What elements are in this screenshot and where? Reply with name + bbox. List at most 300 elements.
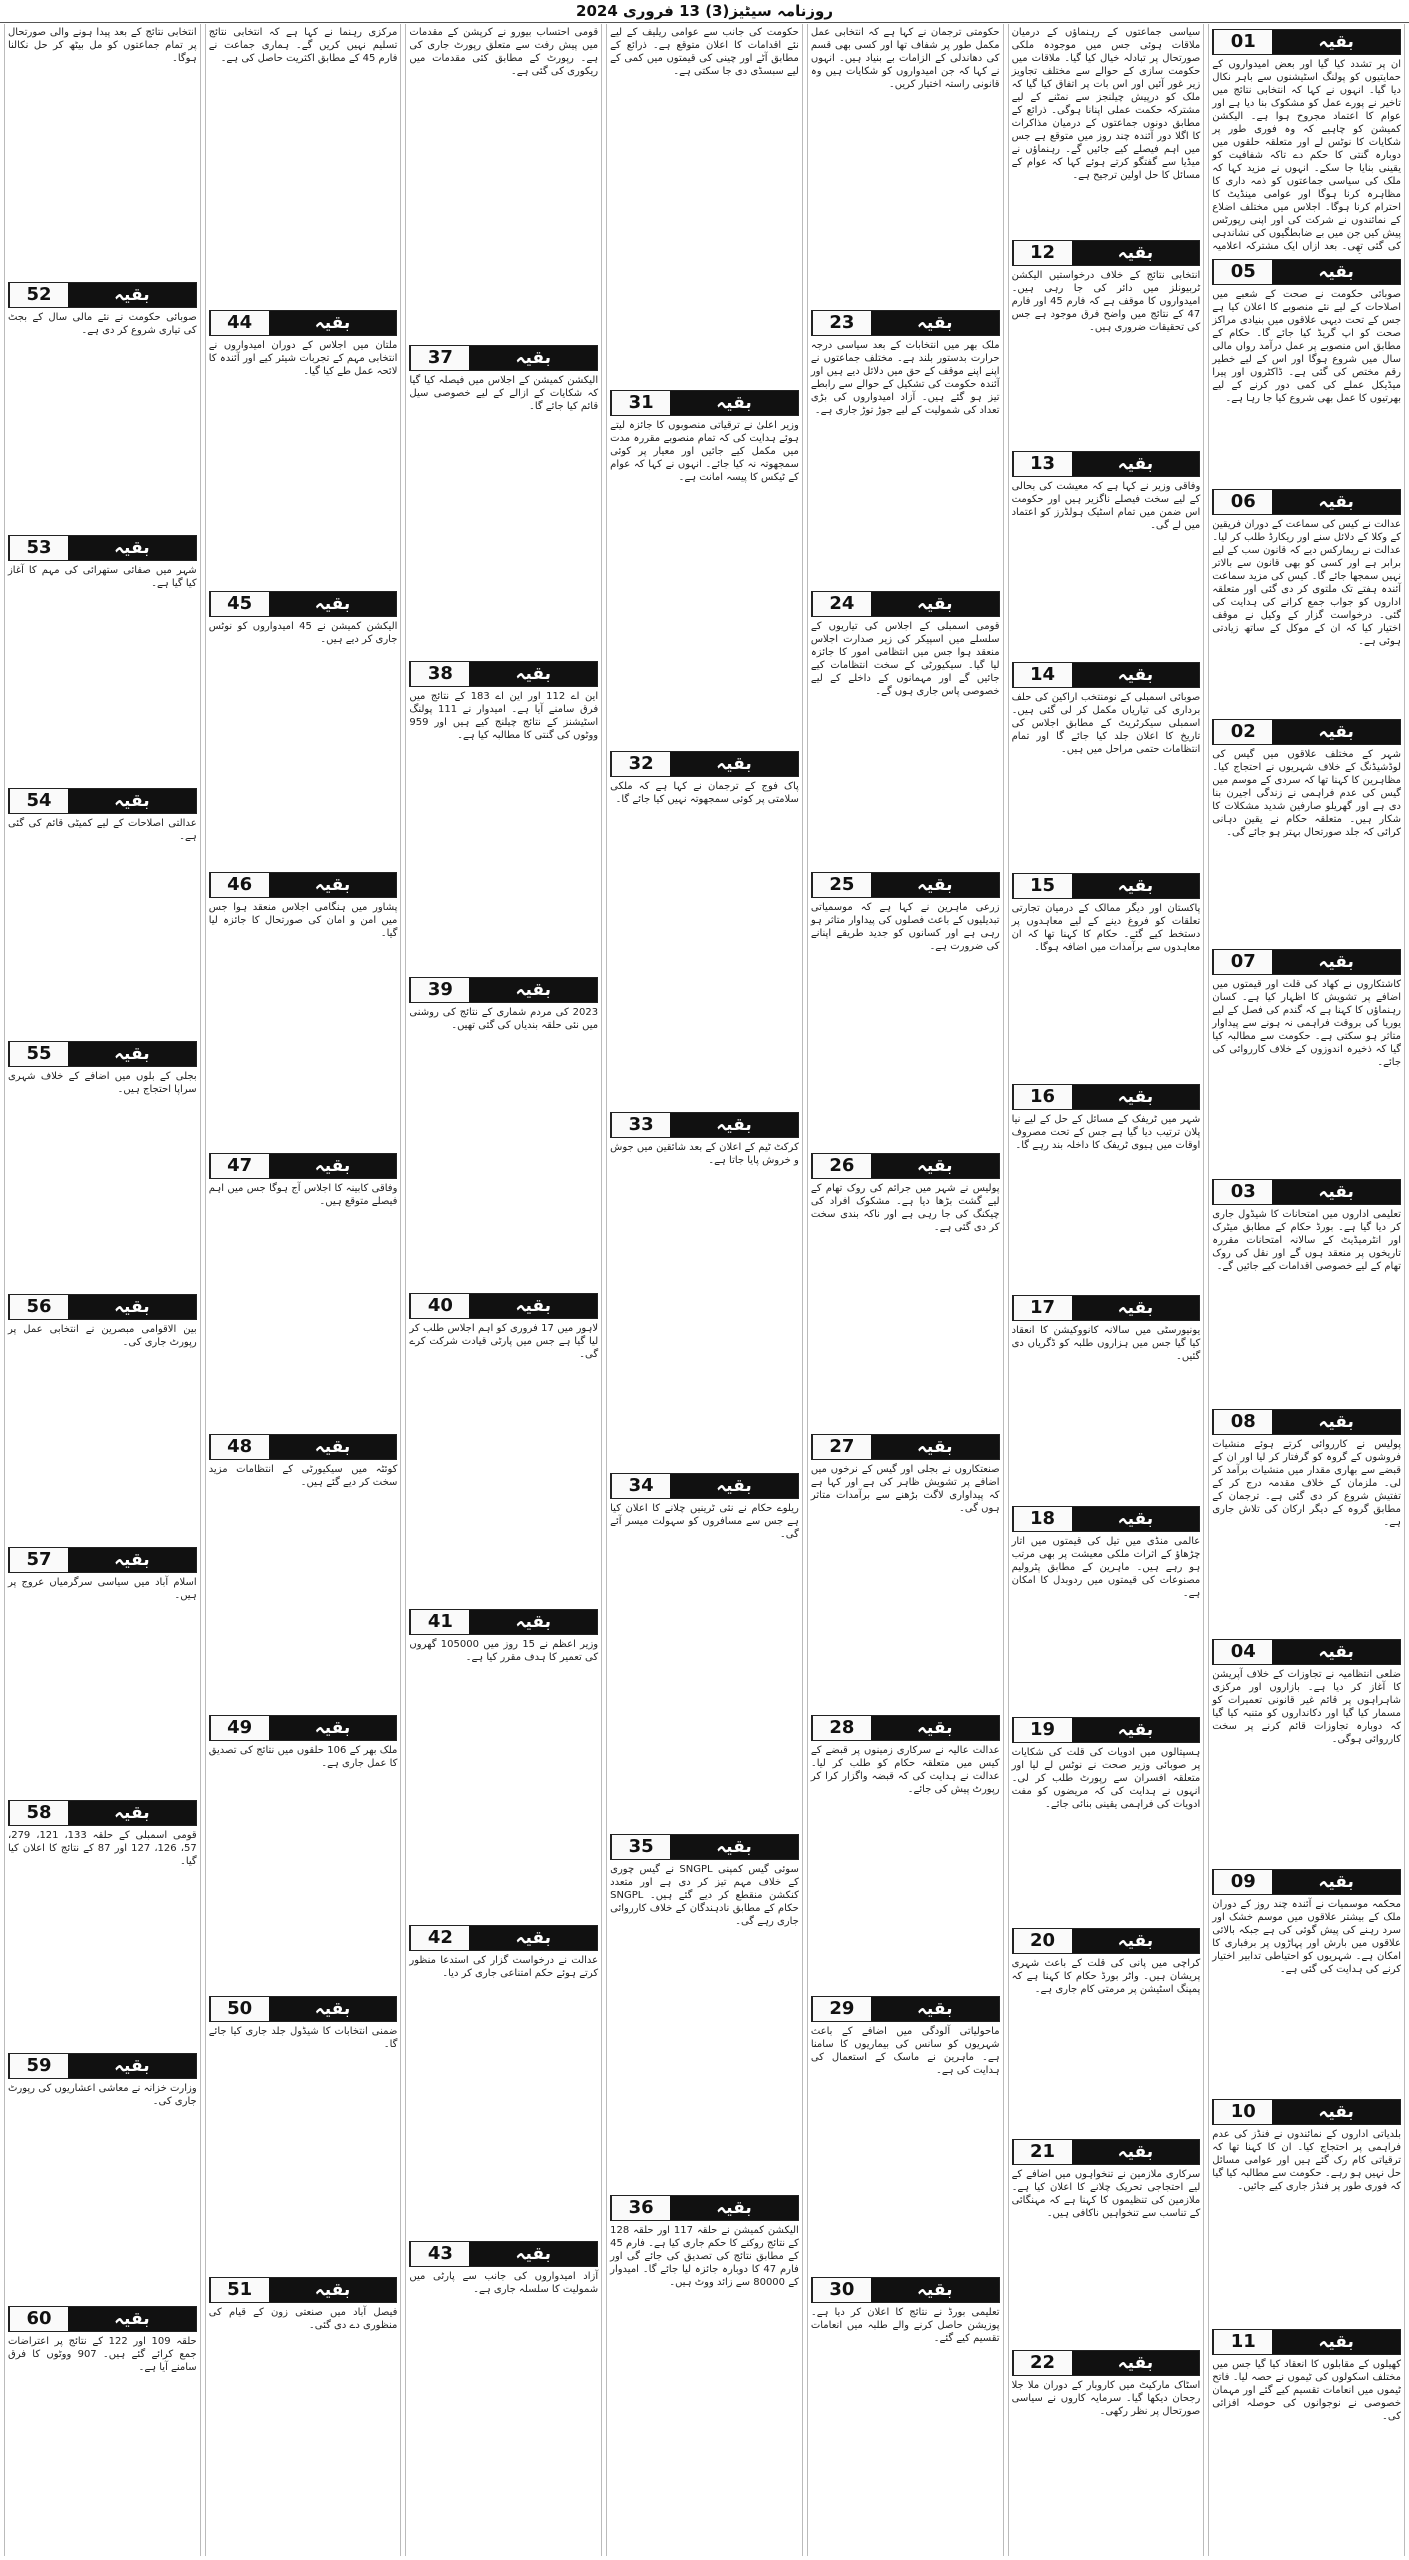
- article-text: عالمی منڈی میں تیل کی قیمتوں میں اتار چڑھاؤ کے اثرات ملکی معیشت پر بھی مرتب ہو رہے ہیں۔ ماہرین کے مطابق پٹرولیم مصنوعات کی قیمتوں میں ردوبدل کا امکان ہے۔: [1011, 1536, 1201, 1599]
- article-block: [1209, 2324, 1404, 2554]
- continuation-header: [1012, 1295, 1201, 1321]
- continuation-header: [1012, 1717, 1201, 1743]
- article-text: ریلوے حکام نے نئی ٹرینیں چلانے کا اعلان کیا ہے جس سے مسافروں کو سہولت میسر آئے گی۔: [610, 1503, 799, 1540]
- article-block: [5, 1795, 200, 2048]
- article-block: [5, 1036, 200, 1289]
- continuation-number: 45: [210, 592, 269, 616]
- article-text: ماحولیاتی آلودگی میں اضافے کے باعث شہریوں کو سانس کی بیماریوں کا سامنا ہے۔ ماہرین نے ماسک کے استعمال کی ہدایت کی ہے۔: [810, 2026, 1000, 2076]
- continuation-header: [1212, 1639, 1401, 1665]
- article-text: عدالت عالیہ نے سرکاری زمینوں پر قبضے کے کیس میں متعلقہ حکام کو طلب کر لیا۔ عدالت نے ہدایت کی کہ قبضہ واگزار کرا کر رپورٹ پیش کی جائے۔: [810, 1745, 1000, 1795]
- article-block: [406, 2236, 601, 2552]
- continuation-label: بقیہ: [469, 346, 597, 370]
- article-block: [406, 1604, 601, 1920]
- continuation-number: 48: [210, 1435, 269, 1459]
- article-block: [406, 1288, 601, 1604]
- article-text: شہر میں ٹریفک کے مسائل کے حل کے لیے نیا پلان ترتیب دیا گیا ہے جس کے تحت مصروف اوقات میں ہیوی ٹریفک کا داخلہ بند رہے گا۔: [1011, 1114, 1201, 1151]
- article-text: قومی احتساب بیورو نے کرپشن کے مقدمات میں پیش رفت سے متعلق رپورٹ جاری کی ہے۔ رپورٹ کے مطابق کئی مقدمات میں ریکوری کی گئی ہے۔: [409, 27, 599, 77]
- continuation-number: 25: [812, 873, 871, 897]
- continuation-number: 11: [1213, 2330, 1272, 2354]
- article-text: 2023 کی مردم شماری کے نتائج کی روشنی میں نئی حلقہ بندیاں کی گئی تھیں۔: [409, 1007, 599, 1031]
- continuation-header: [209, 872, 398, 898]
- continuation-number: 16: [1013, 1085, 1072, 1109]
- article-block: [1009, 235, 1204, 446]
- column-3: [807, 24, 1004, 2556]
- article-text: وزارت خزانہ نے معاشی اعشاریوں کی رپورٹ جاری کی۔: [7, 2083, 197, 2107]
- continuation-number: 43: [410, 2242, 469, 2266]
- article-block: [808, 586, 1003, 867]
- article-text: وزیر اعظم نے 15 روز میں 105000 گھروں کی تعمیر کا ہدف مقرر کیا ہے۔: [409, 1639, 599, 1663]
- continuation-label: بقیہ: [469, 662, 597, 686]
- continuation-number: 23: [812, 311, 871, 335]
- continuation-label: بقیہ: [1072, 1296, 1200, 1320]
- continuation-header: [409, 345, 598, 371]
- article-block: [808, 867, 1003, 1148]
- continuation-number: 10: [1213, 2100, 1272, 2124]
- continuation-header: [409, 1293, 598, 1319]
- continuation-label: بقیہ: [871, 1716, 999, 1740]
- article-block: [206, 24, 401, 305]
- continuation-label: بقیہ: [469, 2242, 597, 2266]
- continuation-header: [8, 1294, 197, 1320]
- article-text: کھیلوں کے مقابلوں کا انعقاد کیا گیا جس میں مختلف اسکولوں کی ٹیموں نے حصہ لیا۔ فاتح ٹیموں میں انعامات تقسیم کیے گئے اور مہمان خصوصی نے نوجوانوں کی حوصلہ افزائی کی۔: [1212, 2359, 1401, 2422]
- continuation-number: 01: [1213, 30, 1272, 54]
- article-text: اسٹاک مارکیٹ میں کاروبار کے دوران ملا جلا رجحان دیکھا گیا۔ سرمایہ کاروں نے سیاسی صورتحال پر نظر رکھی۔: [1011, 2380, 1201, 2417]
- article-text: شہر میں صفائی ستھرائی کی مہم کا آغاز کیا گیا ہے۔: [7, 565, 197, 589]
- article-text: قومی اسمبلی کے اجلاس کی تیاریوں کے سلسلے میں اسپیکر کی زیر صدارت اجلاس منعقد ہوا جس میں انتظامی امور کا جائزہ لیا گیا۔ سیکیورٹی کے سخت انتظامات کیے جائیں گے اور مہمانوں کے داخلے کے لیے خصوصی پاس جاری ہوں گے۔: [810, 621, 1000, 697]
- continuation-label: بقیہ: [68, 283, 196, 307]
- article-text: بجلی کے بلوں میں اضافے کے خلاف شہری سراپا احتجاج ہیں۔: [7, 1071, 197, 1095]
- article-block: [1009, 446, 1204, 657]
- article-block: [1209, 2094, 1404, 2324]
- article-block: [206, 586, 401, 867]
- continuation-label: بقیہ: [68, 789, 196, 813]
- continuation-label: بقیہ: [68, 1042, 196, 1066]
- article-block: [206, 867, 401, 1148]
- article-text: قومی اسمبلی کے حلقہ 133، 121، 279، 57، 126، 127 اور 87 کے نتائج کا اعلان کیا گیا۔: [7, 1830, 197, 1867]
- continuation-label: بقیہ: [1072, 2140, 1200, 2164]
- article-block: [5, 783, 200, 1036]
- continuation-number: 50: [210, 1997, 269, 2021]
- continuation-header: [610, 2195, 799, 2221]
- continuation-header: [409, 661, 598, 687]
- continuation-number: 33: [611, 1113, 670, 1137]
- article-text: کاشتکاروں نے کھاد کی قلت اور قیمتوں میں اضافے پر تشویش کا اظہار کیا ہے۔ کسان رہنماؤں کا کہنا ہے کہ گندم کی فصل کے لیے یوریا کی بروقت فراہمی نہ ہونے سے پیداوار متاثر ہو سکتی ہے۔ حکومت سے مطالبہ کیا گیا کہ ذخیرہ اندوزوں کے خلاف کارروائی کی جائے۔: [1212, 979, 1401, 1068]
- article-block: [5, 1289, 200, 1542]
- continuation-header: [409, 2241, 598, 2267]
- article-block: [1209, 24, 1404, 254]
- continuation-number: 54: [9, 789, 68, 813]
- article-text: ان پر تشدد کیا گیا اور بعض امیدواروں کے حمایتیوں کو پولنگ اسٹیشنوں سے باہر نکال دیا گیا۔ انہوں نے کہا کہ انتخابی نتائج میں تاخیر نے پورے عمل کو مشکوک بنا دیا ہے اور عوام کا اعتماد مجروح ہوا ہے۔ الیکشن کمیشن کو چاہیے کہ وہ فوری طور پر شکایات کا نوٹس لے اور متعلقہ حلقوں میں دوبارہ گنتی کا حکم دے تاکہ شفافیت کو یقینی بنایا جا سکے۔ انہوں نے مزید کہا کہ ملک کی سیاسی جماعتوں کو ذمہ داری کا مظاہرہ کرنا ہوگا اور عوامی مینڈیٹ کا احترام کرنا ہوگا۔ اجلاس میں مختلف اضلاع کے نمائندوں نے شرکت کی اور اپنی رپورٹس پیش کیں جن میں بے ضابطگیوں کی نشاندہی کی گئی تھی۔ بعد ازاں ایک مشترکہ اعلامیہ: [1212, 59, 1401, 252]
- article-block: [607, 1107, 802, 1468]
- article-text: ہسپتالوں میں ادویات کی قلت کی شکایات پر صوبائی وزیر صحت نے نوٹس لے لیا اور متعلقہ افسران سے رپورٹ طلب کر لی۔ انہوں نے ہدایت کی کہ مریضوں کو مفت ادویات کی فراہمی یقینی بنائی جائے۔: [1011, 1747, 1201, 1810]
- article-block: [5, 2048, 200, 2301]
- continuation-header: [1212, 2329, 1401, 2355]
- column-4: [606, 24, 803, 2556]
- article-text: ضمنی انتخابات کا شیڈول جلد جاری کیا جائے گا۔: [208, 2026, 398, 2050]
- continuation-label: بقیہ: [1272, 1180, 1400, 1204]
- continuation-header: [1212, 29, 1401, 55]
- continuation-number: 60: [9, 2307, 68, 2331]
- continuation-label: بقیہ: [269, 592, 397, 616]
- continuation-label: بقیہ: [469, 1294, 597, 1318]
- article-block: [1209, 1174, 1404, 1404]
- article-block: [1209, 1864, 1404, 2094]
- continuation-label: بقیہ: [670, 1835, 798, 1859]
- continuation-header: [8, 788, 197, 814]
- article-text: الیکشن کمیشن کے اجلاس میں فیصلہ کیا گیا کہ شکایات کے ازالے کے لیے خصوصی سیل قائم کیا جائے گا۔: [409, 375, 599, 412]
- continuation-number: 51: [210, 2278, 269, 2302]
- column-7: [4, 24, 201, 2556]
- continuation-header: [1212, 1409, 1401, 1435]
- continuation-label: بقیہ: [1072, 1507, 1200, 1531]
- continuation-number: 46: [210, 873, 269, 897]
- article-text: حلقہ 109 اور 122 کے نتائج پر اعتراضات جمع کرائے گئے ہیں۔ 907 ووٹوں کا فرق سامنے آیا ہے۔: [7, 2336, 197, 2373]
- continuation-header: [1212, 949, 1401, 975]
- article-block: [206, 1710, 401, 1991]
- continuation-label: بقیہ: [1072, 2351, 1200, 2375]
- continuation-label: بقیہ: [269, 1154, 397, 1178]
- article-block: [607, 746, 802, 1107]
- article-block: [406, 340, 601, 656]
- continuation-label: بقیہ: [670, 752, 798, 776]
- article-block: [1209, 254, 1404, 484]
- article-text: وزیر اعلیٰ نے ترقیاتی منصوبوں کا جائزہ لیتے ہوئے ہدایت کی کہ تمام منصوبے مقررہ مدت میں مکمل کیے جائیں اور معیار پر کوئی سمجھوتہ نہ کیا جائے۔ انہوں نے کہا کہ عوام کے ٹیکس کا پیسہ امانت ہے۔: [610, 420, 799, 483]
- article-text: الیکشن کمیشن نے حلقہ 117 اور حلقہ 128 کے نتائج روکنے کا حکم جاری کیا ہے۔ فارم 45 کے مطابق نتائج کی تصدیق کی جائے گی اور فارم 47 کا دوبارہ جائزہ لیا جائے گا۔ امیدوار کے 80000 سے زائد ووٹ ہیں۔: [610, 2225, 799, 2288]
- continuation-label: بقیہ: [1272, 2330, 1400, 2354]
- continuation-number: 59: [9, 2054, 68, 2078]
- article-block: [1009, 24, 1204, 235]
- continuation-label: بقیہ: [670, 2196, 798, 2220]
- article-block: [1009, 2134, 1204, 2345]
- continuation-label: بقیہ: [871, 873, 999, 897]
- continuation-header: [409, 977, 598, 1003]
- article-block: [206, 305, 401, 586]
- article-text: سیاسی جماعتوں کے رہنماؤں کے درمیان ملاقات ہوئی جس میں موجودہ ملکی صورتحال پر تبادلہ خیال کیا گیا۔ ملاقات میں حکومت سازی کے حوالے سے مختلف تجاویز زیر غور آئیں اور اس بات پر اتفاق کیا گیا کہ ملک کو درپیش چیلنجز سے نمٹنے کے لیے مشترکہ حکمت عملی اپنانا ہوگی۔ ذرائع کے مطابق دونوں جماعتوں کے درمیان مذاکرات کا اگلا دور آئندہ چند روز میں متوقع ہے جس میں اہم فیصلے کیے جائیں گے۔ رہنماؤں نے میڈیا سے گفتگو کرتے ہوئے کہا کہ عوام کے مسائل کا حل اولین ترجیح ہے۔: [1011, 27, 1201, 181]
- continuation-label: بقیہ: [68, 536, 196, 560]
- article-text: ضلعی انتظامیہ نے تجاوزات کے خلاف آپریشن کا آغاز کر دیا ہے۔ بازاروں اور مرکزی شاہراہوں پر قائم غیر قانونی تعمیرات کو مسمار کیا گیا اور دکانداروں کو متنبہ کیا گیا کہ دوبارہ تجاوزات قائم کرنے پر سخت کارروائی ہوگی۔: [1212, 1669, 1401, 1745]
- continuation-number: 44: [210, 311, 269, 335]
- continuation-header: [811, 2277, 1000, 2303]
- continuation-number: 22: [1013, 2351, 1072, 2375]
- article-block: [808, 2272, 1003, 2553]
- continuation-number: 28: [812, 1716, 871, 1740]
- continuation-header: [8, 1041, 197, 1067]
- continuation-label: بقیہ: [1072, 874, 1200, 898]
- continuation-header: [1212, 489, 1401, 515]
- continuation-header: [209, 1434, 398, 1460]
- column-2: [1008, 24, 1205, 2556]
- continuation-label: بقیہ: [1272, 720, 1400, 744]
- continuation-label: بقیہ: [469, 1610, 597, 1634]
- column-6: [205, 24, 402, 2556]
- continuation-number: 21: [1013, 2140, 1072, 2164]
- continuation-label: بقیہ: [1072, 452, 1200, 476]
- continuation-label: بقیہ: [670, 1474, 798, 1498]
- continuation-header: [610, 1834, 799, 1860]
- article-block: [808, 1991, 1003, 2272]
- article-text: ملتان میں اجلاس کے دوران امیدواروں نے انتخابی مہم کے تجربات شیئر کیے اور آئندہ کا لائحہ عمل طے کیا گیا۔: [208, 340, 398, 377]
- article-block: [206, 2272, 401, 2553]
- article-text: بین الاقوامی مبصرین نے انتخابی عمل پر رپورٹ جاری کی۔: [7, 1324, 197, 1348]
- article-block: [1009, 1923, 1204, 2134]
- continuation-label: بقیہ: [871, 1997, 999, 2021]
- continuation-header: [811, 310, 1000, 336]
- continuation-number: 06: [1213, 490, 1272, 514]
- continuation-label: بقیہ: [469, 1926, 597, 1950]
- continuation-label: بقیہ: [469, 978, 597, 1002]
- continuation-label: بقیہ: [269, 1997, 397, 2021]
- continuation-label: بقیہ: [269, 311, 397, 335]
- article-text: کراچی میں پانی کی قلت کے باعث شہری پریشان ہیں۔ واٹر بورڈ حکام کا کہنا ہے کہ پمپنگ اسٹیشن پر مرمتی کام جاری ہے۔: [1011, 1958, 1201, 1995]
- article-block: [5, 277, 200, 530]
- article-block: [406, 656, 601, 972]
- continuation-header: [209, 591, 398, 617]
- article-text: انتخابی نتائج کے بعد پیدا ہونے والی صورتحال پر تمام جماعتوں کو مل بیٹھ کر حل نکالنا ہوگا۔: [7, 27, 197, 64]
- continuation-header: [610, 390, 799, 416]
- continuation-number: 30: [812, 2278, 871, 2302]
- continuation-header: [1012, 451, 1201, 477]
- continuation-number: 13: [1013, 452, 1072, 476]
- continuation-number: 58: [9, 1801, 68, 1825]
- continuation-header: [811, 1153, 1000, 1179]
- article-text: تعلیمی بورڈ نے نتائج کا اعلان کر دیا ہے۔ پوزیشن حاصل کرنے والے طلبہ میں انعامات تقسیم کیے گئے۔: [810, 2307, 1000, 2344]
- continuation-header: [409, 1925, 598, 1951]
- article-text: صوبائی حکومت نے نئے مالی سال کے بجٹ کی تیاری شروع کر دی ہے۔: [7, 312, 197, 336]
- continuation-number: 38: [410, 662, 469, 686]
- continuation-label: بقیہ: [68, 1295, 196, 1319]
- article-block: [406, 1920, 601, 2236]
- article-text: صوبائی حکومت نے صحت کے شعبے میں اصلاحات کے لیے نئے منصوبے کا اعلان کیا ہے جس کے تحت دیہی علاقوں میں بنیادی مراکز صحت کو اپ گریڈ کیا جائے گا۔ حکام کے مطابق اس منصوبے پر عمل درآمد رواں مالی سال میں شروع ہوگا اور اس کے لیے خطیر رقم مختص کی گئی ہے۔ ڈاکٹروں اور پیرا میڈیکل عملے کی کمی دور کرنے کے لیے بھرتیوں کا عمل بھی شروع کیا جا رہا ہے۔: [1212, 289, 1401, 404]
- article-block: [5, 24, 200, 277]
- article-block: [206, 1991, 401, 2272]
- article-block: [1009, 1501, 1204, 1712]
- continuation-header: [811, 1434, 1000, 1460]
- article-block: [808, 305, 1003, 586]
- continuation-number: 56: [9, 1295, 68, 1319]
- continuation-label: بقیہ: [1072, 1718, 1200, 1742]
- article-text: سوئی گیس کمپنی SNGPL نے گیس چوری کے خلاف مہم تیز کر دی ہے اور متعدد کنکشن منقطع کر دیے گئے ہیں۔ SNGPL حکام کے مطابق نادہندگان کے خلاف کارروائی جاری رہے گی۔: [610, 1864, 799, 1927]
- article-block: [406, 972, 601, 1288]
- article-block: [1209, 944, 1404, 1174]
- continuation-label: بقیہ: [1272, 1870, 1400, 1894]
- article-text: انتخابی نتائج کے خلاف درخواستیں الیکشن ٹربیونلز میں دائر کی جا رہی ہیں۔ امیدواروں کا موقف ہے کہ فارم 45 اور فارم 47 کے نتائج میں واضح فرق موجود ہے جس کی تحقیقات ضروری ہیں۔: [1011, 270, 1201, 333]
- continuation-label: بقیہ: [871, 592, 999, 616]
- article-block: [206, 1429, 401, 1710]
- article-text: تعلیمی اداروں میں امتحانات کا شیڈول جاری کر دیا گیا ہے۔ بورڈ حکام کے مطابق میٹرک اور انٹرمیڈیٹ کے سالانہ امتحانات مقررہ تاریخوں پر منعقد ہوں گے اور نقل کی روک تھام کے لیے خصوصی اقدامات کیے جائیں گے۔: [1212, 1209, 1401, 1272]
- continuation-label: بقیہ: [1072, 241, 1200, 265]
- article-block: [607, 24, 802, 385]
- continuation-number: 26: [812, 1154, 871, 1178]
- continuation-header: [1012, 1928, 1201, 1954]
- article-block: [5, 1542, 200, 1795]
- continuation-header: [8, 282, 197, 308]
- article-text: اسلام آباد میں سیاسی سرگرمیاں عروج پر ہیں۔: [7, 1577, 197, 1601]
- continuation-label: بقیہ: [68, 1801, 196, 1825]
- continuation-header: [1212, 1179, 1401, 1205]
- continuation-header: [8, 535, 197, 561]
- continuation-number: 17: [1013, 1296, 1072, 1320]
- article-block: [1209, 1404, 1404, 1634]
- article-text: صنعتکاروں نے بجلی اور گیس کے نرخوں میں اضافے پر تشویش ظاہر کی ہے اور کہا ہے کہ پیداواری لاگت بڑھنے سے برآمدات متاثر ہوں گی۔: [810, 1464, 1000, 1514]
- continuation-label: بقیہ: [1272, 490, 1400, 514]
- article-block: [1209, 714, 1404, 944]
- continuation-label: بقیہ: [1072, 1085, 1200, 1109]
- continuation-header: [1012, 662, 1201, 688]
- continuation-label: بقیہ: [269, 1435, 397, 1459]
- continuation-number: 53: [9, 536, 68, 560]
- article-text: بلدیاتی اداروں کے نمائندوں نے فنڈز کی عدم فراہمی پر احتجاج کیا۔ ان کا کہنا تھا کہ ترقیاتی کام رک گئے ہیں اور عوامی مسائل حل نہیں ہو رہے۔ حکومت سے مطالبہ کیا گیا کہ فوری طور پر فنڈز جاری کیے جائیں۔: [1212, 2129, 1401, 2192]
- continuation-number: 37: [410, 346, 469, 370]
- continuation-number: 20: [1013, 1929, 1072, 1953]
- continuation-label: بقیہ: [871, 1154, 999, 1178]
- continuation-header: [209, 310, 398, 336]
- continuation-number: 55: [9, 1042, 68, 1066]
- article-text: عدالت نے کیس کی سماعت کے دوران فریقین کے وکلا کے دلائل سنے اور ریکارڈ طلب کر لیا۔ عدالت نے ریمارکس دیے کہ قانون سب کے لیے برابر ہے اور کسی کو بھی قانون سے بالاتر نہیں سمجھا جائے گا۔ کیس کی مزید سماعت آئندہ ہفتے تک ملتوی کر دی گئی اور متعلقہ اداروں کو جواب جمع کرانے کی ہدایت کی گئی۔ درخواست گزار کے وکیل نے موقف اختیار کیا کہ ان کے موکل کے ساتھ زیادتی ہوئی ہے۔: [1212, 519, 1401, 647]
- article-block: [808, 24, 1003, 305]
- continuation-number: 29: [812, 1997, 871, 2021]
- article-text: صوبائی اسمبلی کے نومنتخب اراکین کی حلف برداری کی تیاریاں مکمل کر لی گئی ہیں۔ اسمبلی سیکرٹریٹ کے مطابق اجلاس کی تاریخ کا اعلان جلد کیا جائے گا اور تمام انتظامات حتمی مراحل میں ہیں۔: [1011, 692, 1201, 755]
- continuation-header: [1212, 2099, 1401, 2125]
- continuation-number: 36: [611, 2196, 670, 2220]
- article-block: [1009, 1712, 1204, 1923]
- article-block: [5, 530, 200, 783]
- article-text: الیکشن کمیشن نے 45 امیدواروں کو نوٹس جاری کر دیے ہیں۔: [208, 621, 398, 645]
- continuation-number: 41: [410, 1610, 469, 1634]
- continuation-number: 31: [611, 391, 670, 415]
- article-block: [808, 1429, 1003, 1710]
- continuation-header: [1012, 2139, 1201, 2165]
- article-block: [1009, 2345, 1204, 2556]
- article-block: [5, 2301, 200, 2554]
- continuation-number: 57: [9, 1548, 68, 1572]
- article-text: وفاقی کابینہ کا اجلاس آج ہوگا جس میں اہم فیصلے متوقع ہیں۔: [208, 1183, 398, 1207]
- continuation-number: 09: [1213, 1870, 1272, 1894]
- article-block: [1209, 1634, 1404, 1864]
- page-grid: [4, 24, 1405, 2556]
- article-text: عدالت نے درخواست گزار کی استدعا منظور کرتے ہوئے حکم امتناعی جاری کر دیا۔: [409, 1955, 599, 1979]
- continuation-header: [1012, 873, 1201, 899]
- continuation-header: [8, 1547, 197, 1573]
- continuation-label: بقیہ: [68, 1548, 196, 1572]
- continuation-header: [409, 1609, 598, 1635]
- continuation-number: 34: [611, 1474, 670, 1498]
- continuation-header: [811, 591, 1000, 617]
- continuation-label: بقیہ: [68, 2307, 196, 2331]
- article-block: [1009, 1079, 1204, 1290]
- continuation-number: 39: [410, 978, 469, 1002]
- continuation-number: 42: [410, 1926, 469, 1950]
- continuation-number: 32: [611, 752, 670, 776]
- article-text: سرکاری ملازمین نے تنخواہوں میں اضافے کے لیے احتجاجی تحریک چلانے کا اعلان کیا ہے۔ ملازمین کی تنظیموں کا کہنا ہے کہ مہنگائی کے تناسب سے تنخواہیں ناکافی ہیں۔: [1011, 2169, 1201, 2219]
- continuation-label: بقیہ: [269, 1716, 397, 1740]
- article-block: [1009, 868, 1204, 1079]
- article-text: کوئٹہ میں سیکیورٹی کے انتظامات مزید سخت کر دیے گئے ہیں۔: [208, 1464, 398, 1488]
- continuation-header: [610, 1112, 799, 1138]
- continuation-header: [8, 1800, 197, 1826]
- continuation-label: بقیہ: [68, 2054, 196, 2078]
- continuation-label: بقیہ: [1072, 663, 1200, 687]
- article-block: [1009, 1290, 1204, 1501]
- continuation-number: 07: [1213, 950, 1272, 974]
- article-text: ملک بھر میں انتخابات کے بعد سیاسی درجہ حرارت بدستور بلند ہے۔ مختلف جماعتوں نے اپنے اپنے موقف کے حق میں دلائل دیے ہیں اور آئندہ حکومت کی تشکیل کے حوالے سے رابطے تیز ہو گئے ہیں۔ آزاد امیدواروں کی بڑی تعداد کی شمولیت کے لیے جوڑ توڑ جاری ہے۔: [810, 340, 1000, 416]
- continuation-header: [811, 1715, 1000, 1741]
- continuation-header: [610, 1473, 799, 1499]
- continuation-number: 14: [1013, 663, 1072, 687]
- continuation-label: بقیہ: [1272, 30, 1400, 54]
- continuation-label: بقیہ: [1072, 1929, 1200, 1953]
- article-text: پشاور میں ہنگامی اجلاس منعقد ہوا جس میں امن و امان کی صورتحال کا جائزہ لیا گیا۔: [208, 902, 398, 939]
- continuation-header: [811, 872, 1000, 898]
- article-text: آزاد امیدواروں کی جانب سے پارٹی میں شمولیت کا سلسلہ جاری ہے۔: [409, 2271, 599, 2295]
- continuation-header: [209, 2277, 398, 2303]
- continuation-number: 08: [1213, 1410, 1272, 1434]
- column-5: [405, 24, 602, 2556]
- continuation-label: بقیہ: [871, 311, 999, 335]
- continuation-header: [8, 2053, 197, 2079]
- continuation-number: 27: [812, 1435, 871, 1459]
- continuation-header: [1212, 1869, 1401, 1895]
- continuation-number: 47: [210, 1154, 269, 1178]
- article-text: وفاقی وزیر نے کہا ہے کہ معیشت کی بحالی کے لیے سخت فیصلے ناگزیر ہیں اور حکومت اس ضمن میں تمام اسٹیک ہولڈرز کو اعتماد میں لے گی۔: [1011, 481, 1201, 531]
- article-text: فیصل آباد میں صنعتی زون کے قیام کی منظوری دے دی گئی۔: [208, 2307, 398, 2331]
- continuation-header: [1012, 240, 1201, 266]
- article-block: [1209, 484, 1404, 714]
- continuation-number: 03: [1213, 1180, 1272, 1204]
- article-block: [808, 1710, 1003, 1991]
- continuation-header: [1212, 259, 1401, 285]
- continuation-header: [811, 1996, 1000, 2022]
- continuation-header: [1012, 1506, 1201, 1532]
- article-block: [1009, 657, 1204, 868]
- continuation-number: 35: [611, 1835, 670, 1859]
- continuation-label: بقیہ: [1272, 260, 1400, 284]
- article-text: مرکزی رہنما نے کہا ہے کہ انتخابی نتائج تسلیم نہیں کریں گے۔ ہماری جماعت نے فارم 45 کے مطابق اکثریت حاصل کی ہے۔: [208, 27, 398, 64]
- continuation-number: 02: [1213, 720, 1272, 744]
- continuation-header: [209, 1996, 398, 2022]
- continuation-header: [209, 1153, 398, 1179]
- article-text: پاکستان اور دیگر ممالک کے درمیان تجارتی تعلقات کو فروغ دینے کے لیے معاہدوں پر دستخط کیے گئے۔ حکام کا کہنا تھا کہ ان معاہدوں سے برآمدات میں اضافہ ہوگا۔: [1011, 903, 1201, 953]
- continuation-label: بقیہ: [871, 2278, 999, 2302]
- article-text: پولیس نے شہر میں جرائم کی روک تھام کے لیے گشت بڑھا دیا ہے۔ مشکوک افراد کی چیکنگ کی جا رہی ہے اور ناکہ بندی سخت کر دی گئی ہے۔: [810, 1183, 1000, 1233]
- article-text: حکومت کی جانب سے عوامی ریلیف کے لیے نئے اقدامات کا اعلان متوقع ہے۔ ذرائع کے مطابق آٹے اور چینی کی قیمتوں میں کمی کے لیے سبسڈی دی جا سکتی ہے۔: [610, 27, 799, 77]
- continuation-number: 15: [1013, 874, 1072, 898]
- article-text: عدالتی اصلاحات کے لیے کمیٹی قائم کی گئی ہے۔: [7, 818, 197, 842]
- article-block: [206, 1148, 401, 1429]
- article-text: زرعی ماہرین نے کہا ہے کہ موسمیاتی تبدیلیوں کے باعث فصلوں کی پیداوار متاثر ہو رہی ہے اور کسانوں کو جدید طریقے اپنانے کی ضرورت ہے۔: [810, 902, 1000, 952]
- continuation-header: [610, 751, 799, 777]
- article-text: شہر کے مختلف علاقوں میں گیس کی لوڈشیڈنگ کے خلاف شہریوں نے احتجاج کیا۔ مظاہرین کا کہنا تھا کہ سردی کے موسم میں گیس کی عدم فراہمی نے زندگی اجیرن بنا دی ہے اور گھریلو صارفین شدید مشکلات کا شکار ہیں۔ متعلقہ حکام نے یقین دہانی کرائی کہ جلد صورتحال بہتر ہو جائے گی۔: [1212, 749, 1401, 838]
- article-text: این اے 112 اور این اے 183 کے نتائج میں فرق سامنے آیا ہے۔ امیدوار نے 111 پولنگ اسٹیشنز کے نتائج چیلنج کیے ہیں اور 959 ووٹوں کی گنتی کا مطالبہ کیا ہے۔: [409, 691, 599, 741]
- continuation-number: 19: [1013, 1718, 1072, 1742]
- continuation-number: 04: [1213, 1640, 1272, 1664]
- continuation-label: بقیہ: [1272, 950, 1400, 974]
- column-1: [1208, 24, 1405, 2556]
- continuation-header: [209, 1715, 398, 1741]
- article-text: ملک بھر کے 106 حلقوں میں نتائج کی تصدیق کا عمل جاری ہے۔: [208, 1745, 398, 1769]
- article-block: [607, 1468, 802, 1829]
- article-block: [406, 24, 601, 340]
- continuation-label: بقیہ: [871, 1435, 999, 1459]
- continuation-header: [1012, 2350, 1201, 2376]
- continuation-label: بقیہ: [1272, 1410, 1400, 1434]
- continuation-label: بقیہ: [1272, 2100, 1400, 2124]
- continuation-label: بقیہ: [670, 1113, 798, 1137]
- continuation-number: 52: [9, 283, 68, 307]
- continuation-label: بقیہ: [670, 391, 798, 415]
- article-block: [607, 385, 802, 746]
- newspaper-header: روزنامہ سیٹیز(3) 13 فروری 2024: [0, 0, 1409, 23]
- article-block: [607, 1829, 802, 2190]
